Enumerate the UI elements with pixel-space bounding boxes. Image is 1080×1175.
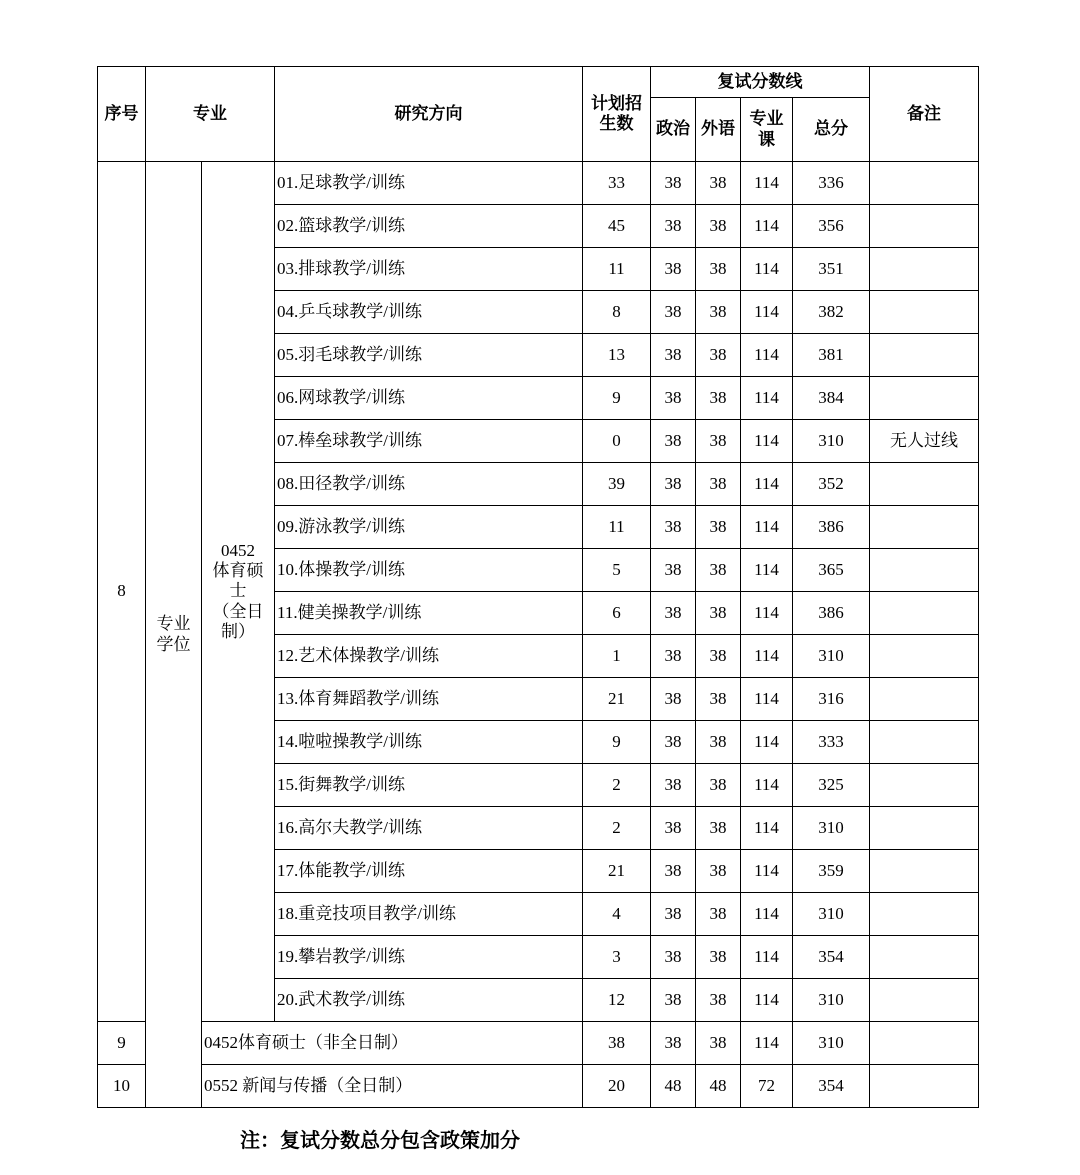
plan-cell: 2: [583, 764, 651, 807]
course-cell: 114: [741, 592, 793, 635]
total-cell: 310: [793, 635, 870, 678]
header-major-course: [741, 98, 793, 162]
plan-cell: 21: [583, 678, 651, 721]
table-row: [98, 162, 979, 205]
remark-cell: [870, 248, 979, 291]
language-cell: 38: [696, 893, 741, 936]
plan-cell: 33: [583, 162, 651, 205]
politics-cell: 38: [651, 205, 696, 248]
total-cell: 336: [793, 162, 870, 205]
total-cell: 382: [793, 291, 870, 334]
plan-cell: 8: [583, 291, 651, 334]
direction-cell: 05.羽毛球教学/训练: [275, 334, 583, 377]
language-cell: 38: [696, 592, 741, 635]
politics-cell: 38: [651, 764, 696, 807]
plan-cell: 5: [583, 549, 651, 592]
politics-cell: 38: [651, 291, 696, 334]
program-cell: [202, 162, 275, 1022]
direction-cell: 04.乒乓球教学/训练: [275, 291, 583, 334]
direction-cell: 12.艺术体操教学/训练: [275, 635, 583, 678]
plan-cell: 3: [583, 936, 651, 979]
plan-cell: 38: [583, 1022, 651, 1065]
total-cell: 354: [793, 1065, 870, 1108]
language-cell: 38: [696, 678, 741, 721]
remark-cell: [870, 721, 979, 764]
direction-cell: 08.田径教学/训练: [275, 463, 583, 506]
language-cell: 48: [696, 1065, 741, 1108]
course-cell: 114: [741, 549, 793, 592]
total-cell: 310: [793, 1022, 870, 1065]
course-cell: 114: [741, 850, 793, 893]
politics-cell: 38: [651, 549, 696, 592]
total-cell: 325: [793, 764, 870, 807]
program-line4: （全日: [212, 601, 264, 621]
plan-cell: 21: [583, 850, 651, 893]
total-cell: 310: [793, 893, 870, 936]
language-cell: 38: [696, 850, 741, 893]
total-cell: 386: [793, 506, 870, 549]
direction-cell: 11.健美操教学/训练: [275, 592, 583, 635]
course-cell: 114: [741, 377, 793, 420]
direction-cell: 17.体能教学/训练: [275, 850, 583, 893]
politics-cell: 48: [651, 1065, 696, 1108]
course-cell: 114: [741, 248, 793, 291]
program-cell: 0552 新闻与传播（全日制）: [202, 1065, 583, 1108]
remark-cell: [870, 678, 979, 721]
plan-cell: 9: [583, 377, 651, 420]
total-cell: 333: [793, 721, 870, 764]
direction-cell: 20.武术教学/训练: [275, 979, 583, 1022]
remark-cell: [870, 807, 979, 850]
language-cell: 38: [696, 1022, 741, 1065]
remark-cell: 无人过线: [870, 420, 979, 463]
plan-cell: 2: [583, 807, 651, 850]
direction-cell: 01.足球教学/训练: [275, 162, 583, 205]
program-cell: 0452体育硕士（非全日制）: [202, 1022, 583, 1065]
language-cell: 38: [696, 635, 741, 678]
language-cell: 38: [696, 764, 741, 807]
language-cell: 38: [696, 549, 741, 592]
direction-cell: 06.网球教学/训练: [275, 377, 583, 420]
remark-cell: [870, 936, 979, 979]
course-cell: 114: [741, 764, 793, 807]
politics-cell: 38: [651, 334, 696, 377]
course-cell: 114: [741, 463, 793, 506]
total-cell: 381: [793, 334, 870, 377]
total-cell: 359: [793, 850, 870, 893]
direction-cell: 07.棒垒球教学/训练: [275, 420, 583, 463]
course-cell: 114: [741, 334, 793, 377]
remark-cell: [870, 592, 979, 635]
header-retest: 复试分数线: [651, 67, 870, 98]
program-line5: 制）: [221, 622, 255, 642]
direction-cell: 19.攀岩教学/训练: [275, 936, 583, 979]
politics-cell: 38: [651, 420, 696, 463]
plan-cell: 11: [583, 506, 651, 549]
degree-type-line2: 学位: [156, 634, 191, 654]
total-cell: 310: [793, 979, 870, 1022]
plan-cell: 1: [583, 635, 651, 678]
plan-cell: 20: [583, 1065, 651, 1108]
remark-cell: [870, 1022, 979, 1065]
remark-cell: [870, 549, 979, 592]
course-cell: 114: [741, 678, 793, 721]
direction-cell: 14.啦啦操教学/训练: [275, 721, 583, 764]
direction-cell: 16.高尔夫教学/训练: [275, 807, 583, 850]
course-cell: 114: [741, 807, 793, 850]
total-cell: 310: [793, 807, 870, 850]
politics-cell: 38: [651, 248, 696, 291]
direction-cell: 09.游泳教学/训练: [275, 506, 583, 549]
language-cell: 38: [696, 420, 741, 463]
direction-cell: 10.体操教学/训练: [275, 549, 583, 592]
plan-cell: 45: [583, 205, 651, 248]
course-cell: 114: [741, 936, 793, 979]
plan-cell: 9: [583, 721, 651, 764]
course-cell: 114: [741, 506, 793, 549]
total-cell: 310: [793, 420, 870, 463]
language-cell: 38: [696, 162, 741, 205]
degree-type-line1: 专业: [156, 614, 191, 634]
plan-cell: 0: [583, 420, 651, 463]
remark-cell: [870, 764, 979, 807]
remark-cell: [870, 291, 979, 334]
total-cell: 354: [793, 936, 870, 979]
remark-cell: [870, 1065, 979, 1108]
header-plan: [583, 67, 651, 162]
politics-cell: 38: [651, 807, 696, 850]
table-row: [98, 1065, 979, 1108]
header-major-course-line1: 专业: [749, 109, 784, 130]
politics-cell: 38: [651, 1022, 696, 1065]
language-cell: 38: [696, 721, 741, 764]
plan-cell: 12: [583, 979, 651, 1022]
remark-cell: [870, 377, 979, 420]
politics-cell: 38: [651, 506, 696, 549]
header-politics: 政治: [651, 98, 696, 162]
politics-cell: 38: [651, 721, 696, 764]
politics-cell: 38: [651, 377, 696, 420]
program-line1: 0452: [221, 540, 255, 560]
remark-cell: [870, 893, 979, 936]
header-seq: 序号: [98, 67, 146, 162]
total-cell: 386: [793, 592, 870, 635]
remark-cell: [870, 334, 979, 377]
politics-cell: 38: [651, 936, 696, 979]
direction-cell: 18.重竞技项目教学/训练: [275, 893, 583, 936]
header-remark: 备注: [870, 67, 979, 162]
direction-cell: 15.街舞教学/训练: [275, 764, 583, 807]
course-cell: 114: [741, 893, 793, 936]
total-cell: 351: [793, 248, 870, 291]
course-cell: 114: [741, 721, 793, 764]
course-cell: 72: [741, 1065, 793, 1108]
program-line2: 体育硕: [212, 560, 264, 580]
header-major: 专业: [146, 67, 275, 162]
direction-cell: 13.体育舞蹈教学/训练: [275, 678, 583, 721]
seq-cell: 8: [98, 162, 146, 1022]
plan-cell: 6: [583, 592, 651, 635]
total-cell: 384: [793, 377, 870, 420]
header-major-course-line2: 课: [758, 129, 775, 150]
remark-cell: [870, 850, 979, 893]
total-cell: 356: [793, 205, 870, 248]
politics-cell: 38: [651, 850, 696, 893]
header-plan-line2: 生数: [599, 114, 634, 134]
total-cell: 316: [793, 678, 870, 721]
plan-cell: 11: [583, 248, 651, 291]
seq-cell: 9: [98, 1022, 146, 1065]
language-cell: 38: [696, 291, 741, 334]
politics-cell: 38: [651, 893, 696, 936]
language-cell: 38: [696, 334, 741, 377]
politics-cell: 38: [651, 463, 696, 506]
remark-cell: [870, 635, 979, 678]
language-cell: 38: [696, 807, 741, 850]
direction-cell: 02.篮球教学/训练: [275, 205, 583, 248]
language-cell: 38: [696, 205, 741, 248]
footnote: 注：复试分数总分包含政策加分: [240, 1128, 520, 1152]
total-cell: 352: [793, 463, 870, 506]
seq-cell: 10: [98, 1065, 146, 1108]
language-cell: 38: [696, 377, 741, 420]
language-cell: 38: [696, 506, 741, 549]
remark-cell: [870, 162, 979, 205]
program-line3: 士: [229, 581, 247, 601]
course-cell: 114: [741, 635, 793, 678]
language-cell: 38: [696, 979, 741, 1022]
header-direction: 研究方向: [275, 67, 583, 162]
header-total: 总分: [793, 98, 870, 162]
direction-cell: 03.排球教学/训练: [275, 248, 583, 291]
table-row: [98, 1022, 979, 1065]
course-cell: 114: [741, 1022, 793, 1065]
remark-cell: [870, 205, 979, 248]
politics-cell: 38: [651, 162, 696, 205]
course-cell: 114: [741, 291, 793, 334]
remark-cell: [870, 979, 979, 1022]
politics-cell: 38: [651, 635, 696, 678]
header-language: 外语: [696, 98, 741, 162]
course-cell: 114: [741, 205, 793, 248]
header-plan-line1: 计划招: [591, 93, 642, 114]
remark-cell: [870, 506, 979, 549]
course-cell: 114: [741, 162, 793, 205]
plan-cell: 39: [583, 463, 651, 506]
politics-cell: 38: [651, 678, 696, 721]
language-cell: 38: [696, 936, 741, 979]
remark-cell: [870, 463, 979, 506]
plan-cell: 13: [583, 334, 651, 377]
plan-cell: 4: [583, 893, 651, 936]
language-cell: 38: [696, 248, 741, 291]
politics-cell: 38: [651, 592, 696, 635]
politics-cell: 38: [651, 979, 696, 1022]
course-cell: 114: [741, 420, 793, 463]
score-table: [97, 66, 979, 1108]
course-cell: 114: [741, 979, 793, 1022]
degree-type-cell: [146, 162, 202, 1108]
total-cell: 365: [793, 549, 870, 592]
language-cell: 38: [696, 463, 741, 506]
